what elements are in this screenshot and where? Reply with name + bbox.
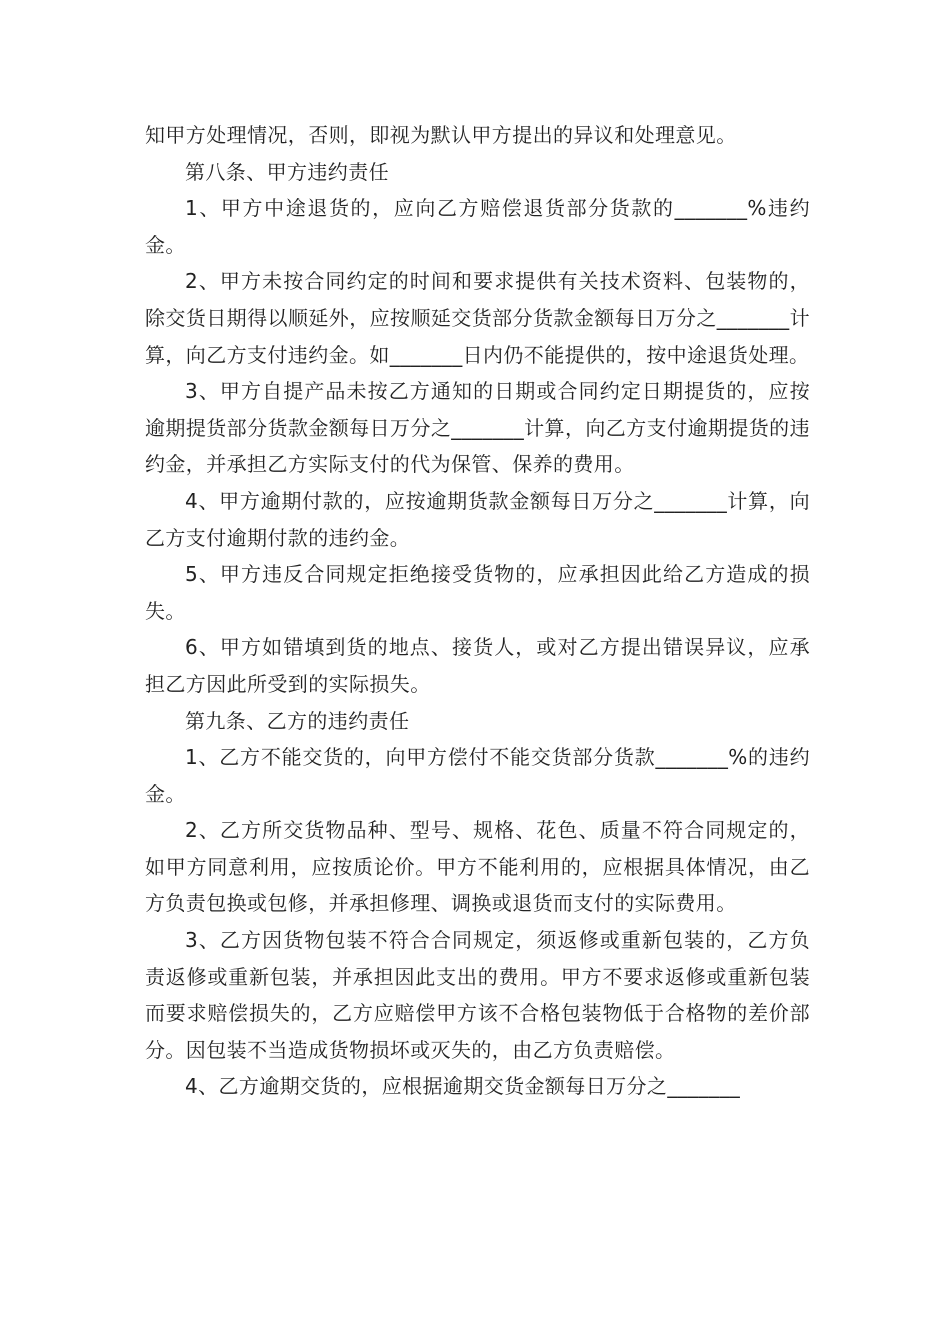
paragraph: 2、乙方所交货物品种、型号、规格、花色、质量不符合同规定的，如甲方同意利用，应按质论价。甲方不能利用的，应根据具体情况，由乙方负责包换或包修，并承担修理、调换或退货而支付的实际费用。 — [145, 818, 810, 916]
section-heading-article-9: 第九条、乙方的违约责任 — [185, 708, 410, 733]
document-body — [145, 117, 810, 1105]
paragraph: 1、甲方中途退货的，应向乙方赔偿退货部分货款的_______%违约金。 — [145, 196, 810, 257]
section-heading-article-8: 第八条、甲方违约责任 — [185, 159, 389, 184]
paragraph: 6、甲方如错填到货的地点、接货人，或对乙方提出错误异议，应承担乙方因此所受到的实际损失。 — [145, 635, 810, 696]
paragraph-continuation: 知甲方处理情况，否则，即视为默认甲方提出的异议和处理意见。 — [145, 123, 737, 147]
paragraph: 2、甲方未按合同约定的时间和要求提供有关技术资料、包装物的，除交货日期得以顺延外，应按顺延交货部分货款金额每日万分之_______计算，向乙方支付违约金。如_______日内仍不能提供的，按中途退货处理。 — [145, 269, 810, 367]
paragraph: 3、乙方因货物包装不符合合同规定，须返修或重新包装的，乙方负责返修或重新包装，并承担因此支出的费用。甲方不要求返修或重新包装而要求赔偿损失的，乙方应赔偿甲方该不合格包装物低于合格物的差价部分。因包装不当造成货物损坏或灭失的，由乙方负责赔偿。 — [145, 928, 810, 1062]
paragraph: 3、甲方自提产品未按乙方通知的日期或合同约定日期提货的，应按逾期提货部分货款金额每日万分之_______计算，向乙方支付逾期提货的违约金，并承担乙方实际支付的代为保管、保养的费用。 — [145, 379, 810, 477]
paragraph: 4、乙方逾期交货的，应根据逾期交货金额每日万分之_______ — [185, 1074, 741, 1099]
paragraph: 4、甲方逾期付款的，应按逾期货款金额每日万分之_______计算，向乙方支付逾期付款的违约金。 — [145, 488, 810, 550]
paragraph: 5、甲方违反合同规定拒绝接受货物的，应承担因此给乙方造成的损失。 — [145, 562, 810, 623]
paragraph: 1、乙方不能交货的，向甲方偿付不能交货部分货款_______%的违约金。 — [145, 745, 810, 806]
